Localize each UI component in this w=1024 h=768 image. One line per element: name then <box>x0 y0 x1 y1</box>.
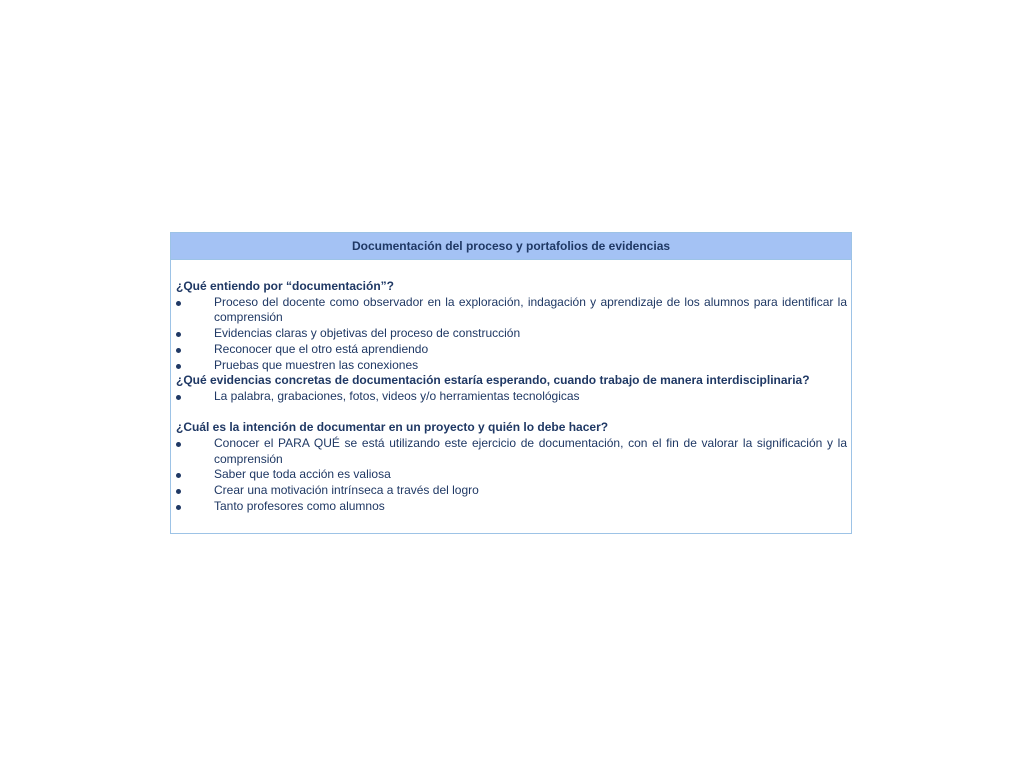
list-item: La palabra, grabaciones, fotos, videos y/o herramientas tecnológicas <box>176 389 847 405</box>
answer-list-1 <box>176 295 847 374</box>
bullet-icon <box>176 395 181 400</box>
question-3: ¿Cuál es la intención de documentar en un proyecto y quién lo debe hacer? <box>176 420 609 435</box>
list-item: Reconocer que el otro está aprendiendo <box>176 342 847 358</box>
list-item: Proceso del docente como observador en la exploración, indagación y aprendizaje de los alumnos para identificar la comprensión <box>176 295 847 326</box>
list-item: Tanto profesores como alumnos <box>176 499 847 515</box>
list-item: Conocer el PARA QUÉ se está utilizando este ejercicio de documentación, con el fin de valorar la significación y la comprensión <box>176 436 847 467</box>
bullet-icon <box>176 301 181 306</box>
bullet-icon <box>176 489 181 494</box>
table-title: Documentación del proceso y portafolios de evidencias <box>351 239 671 253</box>
table-header <box>171 233 851 260</box>
question-1: ¿Qué entiendo por “documentación”? <box>176 279 395 293</box>
list-item: Saber que toda acción es valiosa <box>176 467 847 483</box>
bullet-icon <box>176 442 181 447</box>
answer-list-3 <box>176 436 847 515</box>
list-item: Crear una motivación intrínseca a través del logro <box>176 483 847 499</box>
bullet-icon <box>176 505 181 510</box>
question-2: ¿Qué evidencias concretas de documentación estaría esperando, cuando trabajo de manera interdisciplinaria? <box>176 373 810 388</box>
bullet-icon <box>176 473 181 478</box>
list-item: Evidencias claras y objetivas del proceso de construcción <box>176 326 847 342</box>
table-body <box>171 260 851 515</box>
answer-list-2 <box>176 389 847 405</box>
bullet-icon <box>176 364 181 369</box>
list-item: Pruebas que muestren las conexiones <box>176 358 847 374</box>
bullet-icon <box>176 348 181 353</box>
bullet-icon <box>176 332 181 337</box>
documentation-table <box>170 232 852 534</box>
